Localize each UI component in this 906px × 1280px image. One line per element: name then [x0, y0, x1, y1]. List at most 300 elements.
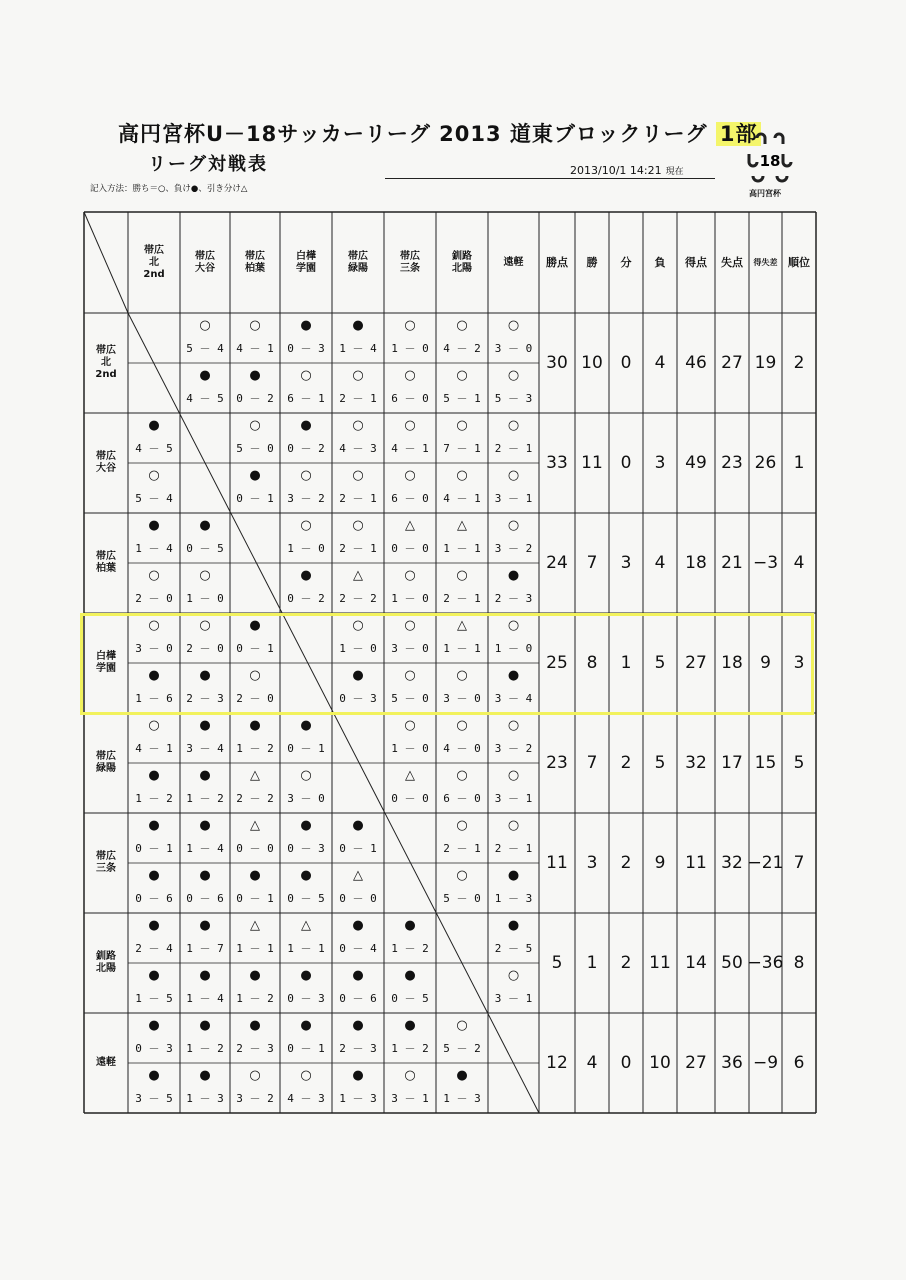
result-symbol: ○ — [507, 818, 520, 833]
score-text: 5 － 1 — [443, 392, 481, 405]
stat-value: 12 — [546, 1053, 568, 1073]
result-symbol: ● — [148, 1018, 160, 1033]
score-text: 1 － 1 — [236, 942, 274, 955]
result-symbol: ○ — [507, 368, 520, 383]
score-text: 0 － 3 — [135, 1042, 173, 1055]
score-text: 1 － 0 — [287, 542, 325, 555]
result-symbol: ○ — [148, 618, 160, 633]
score-text: 2 － 1 — [339, 542, 377, 555]
result-symbol: ○ — [199, 618, 211, 633]
stat-value: 19 — [754, 353, 777, 373]
score-text: 4 － 5 — [186, 392, 224, 405]
score-text: 0 － 0 — [339, 892, 377, 905]
result-symbol: ● — [148, 518, 160, 533]
result-symbol: ● — [300, 718, 312, 733]
score-text: 4 － 1 — [135, 742, 173, 755]
result-symbol: ○ — [507, 418, 520, 433]
result-symbol: ● — [199, 1018, 211, 1033]
result-symbol: ● — [199, 968, 211, 983]
score-text: 0 － 6 — [186, 892, 224, 905]
score-text: 0 － 3 — [339, 692, 377, 705]
result-symbol: ● — [199, 518, 211, 533]
row-team-label: 帯広 緑陽 — [96, 751, 116, 774]
score-text: 1 － 3 — [494, 892, 533, 905]
result-symbol: ○ — [300, 368, 312, 383]
result-symbol: △ — [353, 868, 363, 883]
column-header: 帯広 北 2nd — [143, 244, 165, 280]
score-text: 2 － 1 — [443, 592, 481, 605]
result-symbol: ● — [300, 968, 312, 983]
stat-value: 10 — [581, 353, 603, 373]
stat-value: 11 — [649, 953, 671, 973]
score-text: 0 － 3 — [287, 842, 325, 855]
stat-value: 27 — [685, 1053, 707, 1073]
score-text: 0 － 3 — [287, 992, 325, 1005]
score-text: 0 － 5 — [391, 992, 429, 1005]
score-text: 3 － 2 — [494, 542, 533, 555]
score-text: 4 － 1 — [443, 492, 481, 505]
result-symbol: ● — [300, 868, 312, 883]
result-symbol: ○ — [507, 518, 520, 533]
score-text: 1 － 6 — [135, 692, 173, 705]
result-symbol: △ — [457, 618, 467, 633]
logo-number: 18 — [759, 152, 781, 170]
score-text: 4 － 3 — [339, 442, 377, 455]
stat-value: 14 — [685, 953, 707, 973]
score-text: 3 － 5 — [135, 1092, 173, 1105]
stat-value: 2 — [620, 953, 632, 973]
score-text: 2 － 3 — [236, 1042, 274, 1055]
result-symbol: ○ — [507, 468, 520, 483]
stat-value: 4 — [654, 353, 666, 373]
stat-value: 32 — [685, 753, 707, 773]
result-symbol: △ — [301, 918, 311, 933]
result-symbol: ○ — [199, 568, 211, 583]
result-symbol: ● — [148, 1068, 160, 1083]
result-symbol: ● — [199, 768, 211, 783]
stat-header: 負 — [654, 255, 666, 269]
stat-header: 勝点 — [546, 255, 568, 269]
result-symbol: ○ — [404, 368, 416, 383]
stat-value: 5 — [654, 753, 666, 773]
score-text: 1 － 0 — [186, 592, 224, 605]
stat-header: 勝 — [586, 255, 598, 269]
result-symbol: ○ — [507, 768, 520, 783]
stat-value: 9 — [760, 653, 771, 673]
header-diagonal — [84, 212, 128, 313]
stat-value: 7 — [793, 853, 805, 873]
stat-value: 6 — [793, 1053, 805, 1073]
result-symbol: △ — [457, 518, 467, 533]
result-symbol: △ — [405, 518, 415, 533]
score-text: 3 － 1 — [391, 1092, 429, 1105]
score-text: 3 － 2 — [287, 492, 325, 505]
score-text: 2 － 1 — [494, 442, 533, 455]
stat-value: 18 — [685, 553, 707, 573]
row-team-label: 帯広 三条 — [96, 851, 116, 874]
result-symbol: ● — [352, 818, 364, 833]
row-team-label: 釧路 北陽 — [96, 951, 116, 974]
score-text: 2 － 1 — [339, 492, 377, 505]
stat-value: 50 — [721, 953, 743, 973]
result-symbol: △ — [353, 568, 363, 583]
stat-value: 32 — [721, 853, 743, 873]
result-symbol: ○ — [404, 718, 416, 733]
result-symbol: ● — [148, 668, 160, 683]
result-symbol: ○ — [300, 518, 312, 533]
score-text: 3 － 0 — [494, 342, 533, 355]
score-text: 0 － 2 — [236, 392, 274, 405]
score-text: 2 － 1 — [494, 842, 533, 855]
score-text: 5 － 0 — [236, 442, 274, 455]
stat-value: 26 — [754, 453, 777, 473]
result-symbol: ○ — [456, 718, 468, 733]
result-symbol: ○ — [148, 718, 160, 733]
score-text: 2 － 1 — [339, 392, 377, 405]
score-text: 1 － 4 — [186, 842, 224, 855]
stat-value: 0 — [620, 453, 632, 473]
score-text: 2 － 0 — [135, 592, 173, 605]
stat-value: 8 — [793, 953, 805, 973]
result-symbol: ● — [507, 868, 520, 883]
stat-value: 36 — [721, 1053, 743, 1073]
score-text: 2 － 3 — [339, 1042, 377, 1055]
result-symbol: ● — [300, 568, 312, 583]
score-text: 1 － 2 — [391, 942, 429, 955]
result-symbol: ● — [404, 918, 416, 933]
result-symbol: ○ — [507, 618, 520, 633]
score-text: 0 － 6 — [135, 892, 173, 905]
stat-value: 11 — [546, 853, 568, 873]
score-text: 4 － 0 — [443, 742, 481, 755]
result-symbol: ○ — [148, 468, 160, 483]
result-symbol: ○ — [404, 468, 416, 483]
score-text: 1 － 1 — [443, 642, 481, 655]
score-text: 0 － 1 — [236, 892, 274, 905]
stat-value: 9 — [654, 853, 666, 873]
score-text: 1 － 0 — [339, 642, 377, 655]
result-symbol: ○ — [249, 668, 261, 683]
score-text: 1 － 3 — [186, 1092, 224, 1105]
score-text: 0 － 1 — [287, 1042, 325, 1055]
row-team-label: 帯広 北 2nd — [95, 345, 117, 380]
score-text: 7 － 1 — [443, 442, 481, 455]
result-symbol: ○ — [352, 368, 364, 383]
score-text: 5 － 0 — [391, 692, 429, 705]
score-text: 1 － 2 — [186, 792, 224, 805]
result-symbol: ○ — [352, 618, 364, 633]
score-text: 1 － 0 — [391, 342, 429, 355]
result-symbol: ○ — [404, 668, 416, 683]
logo-caption: 高円宮杯 — [749, 189, 781, 198]
result-symbol: △ — [250, 768, 260, 783]
result-symbol: ● — [404, 968, 416, 983]
result-symbol: ○ — [507, 968, 520, 983]
result-symbol: ● — [507, 568, 520, 583]
result-symbol: ● — [148, 968, 160, 983]
score-text: 4 － 5 — [135, 442, 173, 455]
score-text: 5 － 0 — [443, 892, 481, 905]
result-symbol: ● — [249, 618, 261, 633]
result-symbol: ● — [507, 668, 520, 683]
stat-value: 23 — [721, 453, 743, 473]
stat-value: 2 — [620, 853, 632, 873]
stat-value: 27 — [721, 353, 743, 373]
score-text: 1 － 3 — [443, 1092, 481, 1105]
stat-header: 分 — [620, 255, 632, 269]
score-text: 3 － 1 — [494, 492, 533, 505]
result-symbol: ○ — [352, 518, 364, 533]
stat-value: 5 — [551, 953, 563, 973]
result-symbol: ○ — [404, 1068, 416, 1083]
score-text: 2 － 1 — [443, 842, 481, 855]
score-text: 0 － 5 — [186, 542, 224, 555]
column-header: 白樺 学園 — [296, 250, 316, 274]
stat-value: 1 — [586, 953, 598, 973]
stat-value: 11 — [581, 453, 603, 473]
score-text: 1 － 5 — [135, 992, 173, 1005]
score-text: 2 － 3 — [186, 692, 224, 705]
result-symbol: ○ — [404, 318, 416, 333]
stat-value: 0 — [620, 353, 632, 373]
result-symbol: ● — [352, 1018, 364, 1033]
result-symbol: ● — [300, 418, 312, 433]
result-symbol: ○ — [507, 718, 520, 733]
score-text: 1 － 0 — [494, 642, 533, 655]
stat-value: 1 — [793, 453, 805, 473]
score-text: 1 － 3 — [339, 1092, 377, 1105]
result-symbol: △ — [250, 918, 260, 933]
stat-value: 3 — [586, 853, 598, 873]
result-symbol: ● — [148, 768, 160, 783]
score-text: 0 － 0 — [391, 792, 429, 805]
score-text: 6 － 0 — [443, 792, 481, 805]
page-title: 高円宮杯U－18サッカーリーグ 2013 道東ブロックリーグ 1部 — [118, 118, 761, 148]
result-symbol: ● — [300, 818, 312, 833]
stat-value: −36 — [747, 953, 784, 973]
stat-value: 49 — [685, 453, 707, 473]
score-text: 6 － 0 — [391, 492, 429, 505]
stat-value: 2 — [620, 753, 632, 773]
result-symbol: ● — [249, 368, 261, 383]
stat-value: 21 — [721, 553, 743, 573]
score-text: 1 － 4 — [135, 542, 173, 555]
stat-value: 11 — [685, 853, 707, 873]
stat-value: 18 — [721, 653, 743, 673]
score-text: 1 － 2 — [186, 1042, 224, 1055]
score-text: 2 － 0 — [186, 642, 224, 655]
score-text: 1 － 7 — [186, 942, 224, 955]
result-symbol: ○ — [404, 418, 416, 433]
stat-value: −3 — [752, 553, 779, 573]
update-date: 2013/10/1 14:21 現在 — [570, 164, 684, 177]
result-symbol: ○ — [456, 368, 468, 383]
column-header: 帯広 緑陽 — [348, 250, 368, 274]
stat-value: 23 — [546, 753, 568, 773]
stat-value: 7 — [586, 553, 598, 573]
score-text: 0 － 1 — [236, 492, 274, 505]
result-symbol: ○ — [456, 768, 468, 783]
score-text: 2 － 2 — [339, 592, 377, 605]
result-symbol: ● — [148, 868, 160, 883]
stat-value: 46 — [685, 353, 707, 373]
score-text: 4 － 1 — [391, 442, 429, 455]
score-text: 5 － 4 — [135, 492, 173, 505]
result-symbol: ● — [352, 918, 364, 933]
score-text: 3 － 2 — [494, 742, 533, 755]
score-text: 4 － 2 — [443, 342, 481, 355]
stat-value: 24 — [546, 553, 568, 573]
division-label: 1部 — [716, 122, 762, 146]
column-header: 帯広 大谷 — [195, 250, 215, 274]
stat-value: 27 — [685, 653, 707, 673]
result-symbol: ○ — [249, 1068, 261, 1083]
score-text: 3 － 1 — [494, 992, 533, 1005]
stat-value: 7 — [586, 753, 598, 773]
stat-value: 33 — [546, 453, 568, 473]
stat-value: 17 — [721, 753, 743, 773]
stat-value: 4 — [654, 553, 666, 573]
score-text: 0 － 0 — [391, 542, 429, 555]
stat-value: 8 — [586, 653, 598, 673]
stat-value: 5 — [654, 653, 666, 673]
result-symbol: ● — [352, 318, 364, 333]
row-team-label: 白樺 学園 — [96, 651, 116, 674]
result-symbol: ○ — [456, 868, 468, 883]
stat-value: 25 — [546, 653, 568, 673]
score-text: 1 － 0 — [391, 742, 429, 755]
result-symbol: ○ — [199, 318, 211, 333]
stat-value: −9 — [752, 1053, 779, 1073]
row-team-label: 帯広 柏葉 — [96, 551, 116, 574]
score-text: 3 － 4 — [494, 692, 533, 705]
result-symbol: ○ — [456, 468, 468, 483]
stat-value: 1 — [620, 653, 632, 673]
score-text: 2 － 4 — [135, 942, 173, 955]
score-text: 2 － 5 — [494, 942, 533, 955]
stat-header: 順位 — [788, 255, 810, 269]
result-symbol: ● — [199, 868, 211, 883]
score-text: 1 － 2 — [391, 1042, 429, 1055]
result-symbol: ○ — [456, 568, 468, 583]
column-header: 釧路 北陽 — [452, 250, 472, 274]
result-symbol: ● — [148, 418, 160, 433]
score-text: 3 － 0 — [391, 642, 429, 655]
column-header: 遠軽 — [503, 256, 524, 268]
result-symbol: ● — [148, 818, 160, 833]
score-text: 0 － 3 — [287, 342, 325, 355]
result-symbol: ● — [352, 968, 364, 983]
column-header: 帯広 三条 — [400, 250, 420, 274]
result-symbol: ○ — [352, 418, 364, 433]
result-symbol: ○ — [148, 568, 160, 583]
result-symbol: ● — [456, 1068, 468, 1083]
result-symbol: ● — [199, 718, 211, 733]
result-symbol: ○ — [404, 618, 416, 633]
result-symbol: ○ — [352, 468, 364, 483]
score-text: 0 － 4 — [339, 942, 377, 955]
score-text: 5 － 3 — [494, 392, 533, 405]
score-text: 1 － 2 — [236, 992, 274, 1005]
result-symbol: ● — [249, 718, 261, 733]
result-symbol: ○ — [404, 568, 416, 583]
score-text: 6 － 1 — [287, 392, 325, 405]
result-symbol: ● — [199, 1068, 211, 1083]
score-text: 0 － 6 — [339, 992, 377, 1005]
result-symbol: ● — [249, 968, 261, 983]
stat-value: 3 — [793, 653, 805, 673]
result-symbol: ○ — [249, 318, 261, 333]
score-text: 0 － 1 — [339, 842, 377, 855]
result-symbol: ○ — [300, 468, 312, 483]
result-symbol: ● — [507, 918, 520, 933]
result-symbol: ○ — [300, 768, 312, 783]
stat-header: 得失差 — [753, 257, 778, 267]
score-text: 0 － 0 — [236, 842, 274, 855]
score-text: 3 － 0 — [443, 692, 481, 705]
score-text: 1 － 2 — [236, 742, 274, 755]
score-text: 0 － 1 — [236, 642, 274, 655]
score-text: 3 － 0 — [135, 642, 173, 655]
score-text: 1 － 0 — [391, 592, 429, 605]
result-symbol: ○ — [456, 318, 468, 333]
score-text: 3 － 1 — [494, 792, 533, 805]
result-symbol: ● — [148, 918, 160, 933]
score-text: 3 － 4 — [186, 742, 224, 755]
page-subtitle: リーグ対戦表 — [148, 154, 268, 175]
result-symbol: ● — [199, 668, 211, 683]
stat-header: 得点 — [685, 255, 707, 269]
result-symbol: ○ — [249, 418, 261, 433]
result-symbol: ○ — [456, 1018, 468, 1033]
stat-value: 5 — [793, 753, 805, 773]
row-team-label: 遠軽 — [96, 1057, 116, 1068]
result-symbol: ○ — [456, 668, 468, 683]
score-text: 4 － 1 — [236, 342, 274, 355]
score-text: 3 － 2 — [236, 1092, 274, 1105]
score-text: 3 － 0 — [287, 792, 325, 805]
score-text: 1 － 2 — [135, 792, 173, 805]
stat-value: 4 — [793, 553, 805, 573]
stat-header: 失点 — [721, 255, 743, 269]
highlight-box — [80, 613, 814, 715]
result-symbol: ○ — [507, 318, 520, 333]
score-text: 1 － 1 — [287, 942, 325, 955]
score-text: 0 － 2 — [287, 442, 325, 455]
score-text: 6 － 0 — [391, 392, 429, 405]
score-text: 0 － 2 — [287, 592, 325, 605]
score-text: 1 － 4 — [339, 342, 377, 355]
result-symbol: ● — [300, 318, 312, 333]
score-text: 0 － 1 — [287, 742, 325, 755]
score-text: 2 － 2 — [236, 792, 274, 805]
entry-method-note: 記入方法：勝ち＝○、負け●、引き分け△ — [90, 184, 248, 194]
result-symbol: ○ — [456, 418, 468, 433]
result-symbol: ● — [249, 1018, 261, 1033]
result-symbol: ○ — [300, 1068, 312, 1083]
score-text: 1 － 1 — [443, 542, 481, 555]
score-text: 2 － 0 — [236, 692, 274, 705]
score-text: 0 － 1 — [135, 842, 173, 855]
stat-value: 30 — [546, 353, 568, 373]
score-text: 5 － 2 — [443, 1042, 481, 1055]
result-symbol: ● — [199, 918, 211, 933]
stat-value: 3 — [620, 553, 632, 573]
result-symbol: ● — [199, 368, 211, 383]
stat-value: 3 — [654, 453, 666, 473]
stat-value: 2 — [793, 353, 805, 373]
score-text: 1 － 4 — [186, 992, 224, 1005]
